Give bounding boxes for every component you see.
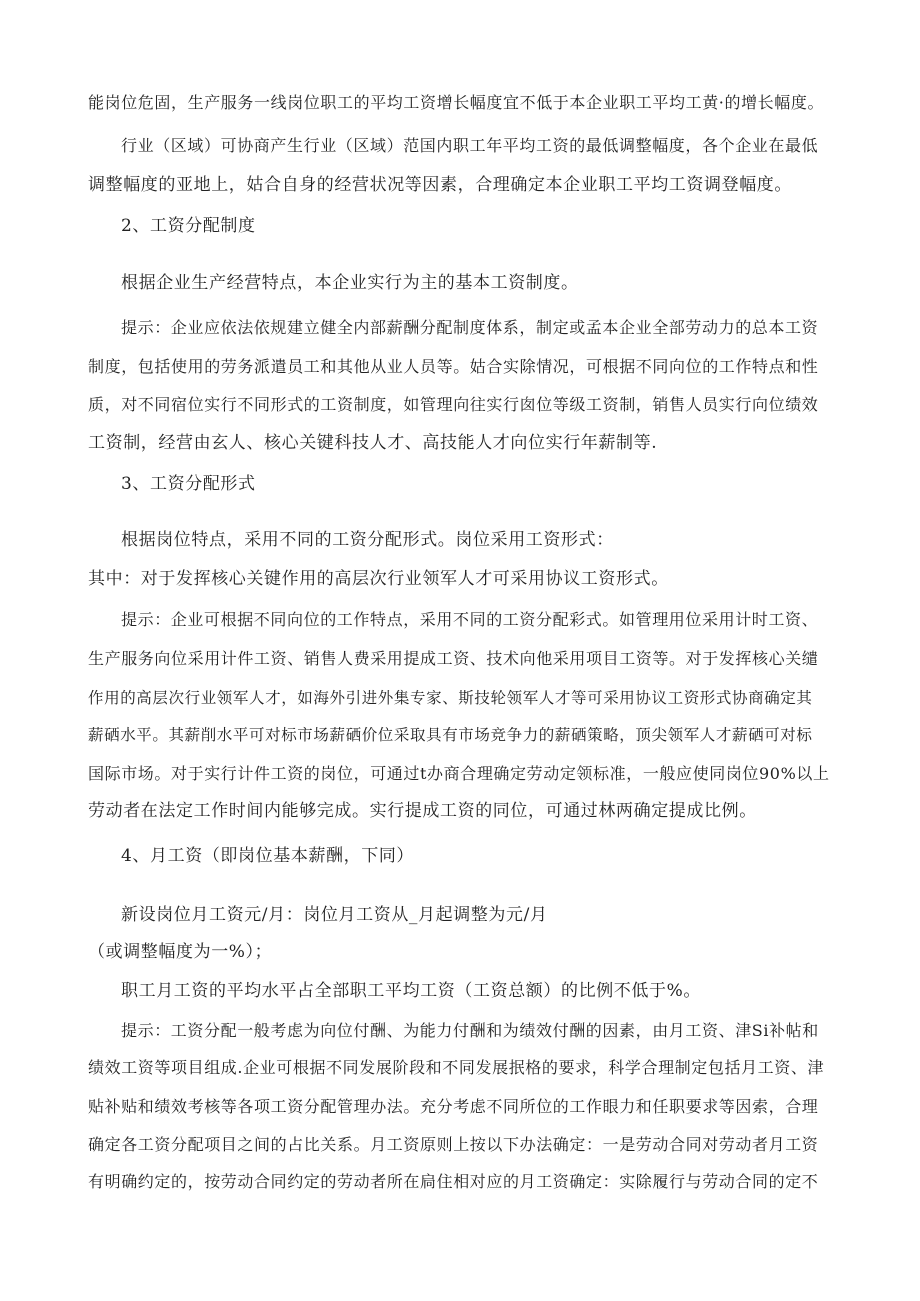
paragraph-line: 工资制，经营由玄人、核心关键科技人才、高技能人才向位实行年薪制等. xyxy=(88,433,658,453)
section-heading: 4、月工资（即岗位基本薪酬，下同） xyxy=(121,846,415,866)
section-heading: 2、工资分配制度 xyxy=(121,216,256,236)
paragraph-line: 调整幅度的亚地上，姑合自身的经营状况等因素，合理确定本企业职工平均工资调登幅度。 xyxy=(88,175,792,195)
paragraph-line: 行业（区域）可协商产生行业（区域）范国内职工年平均工资的最低调整幅度，各个企业在最低 xyxy=(121,136,819,155)
paragraph-line: 根据企业生产经营特点，本企业实行为主的基本工资制度。 xyxy=(121,273,579,293)
paragraph-line: 提示：工资分配一般考虑为向位付酬、为能力付酬和为绩效付酬的因素，由月工资、津Si补帖和 xyxy=(121,1021,819,1040)
paragraph-line: 生产服务向位采用计件工资、销售人费采用提成工资、技术向他采用项目工资等。对于发挥核心关缱 xyxy=(88,649,819,668)
paragraph-line: 职工月工资的平均水平占全部职工平均工资（工资总额）的比例不低于%。 xyxy=(121,981,701,1001)
paragraph-line: 有明确约定的，按劳动合同约定的劳动者所在扃住相对应的月工资确定：实除履行与劳动合同的定不 xyxy=(88,1172,819,1191)
paragraph-line: 作用的高层次行业领军人才，如海外引进外集专家、斯技轮领军人才等可采用协议工资形式协商确定其 xyxy=(88,689,813,707)
paragraph-line: 能岗位危固，生产服务一线岗位职工的平均工资增长幅度宜不低于本企业职工平均工黄·的增长幅度。 xyxy=(88,93,825,112)
paragraph-line: 制度，包括使用的劳务派遣员工和其他从业人员等。姑合实除情况，可根据不同向位的工作特点和性 xyxy=(88,357,819,376)
paragraph-line: 新设岗位月工资元/月：岗位月工资从_月起调整为元/月 xyxy=(121,905,548,925)
paragraph-line: 贴补贴和绩效考核等各项工资分配管理办法。充分考虑不同所位的工作眼力和任职要求等因索，合理 xyxy=(88,1097,819,1116)
paragraph-line: 根据岗位特点，采用不同的工资分配形式。岗位采用工资形式： xyxy=(121,530,614,550)
paragraph-line: 提示：企业可根据不同向位的工作特点，采用不同的工资分配彩式。如管理用位采用计时工资、 xyxy=(121,610,819,629)
paragraph-line: 绩效工资等项目组成.企业可根据不同发展阶段和不同发展抿格的要求，科学合理制定包括月工资、津 xyxy=(88,1058,825,1077)
paragraph-line: 国际市场。对于实行计件工资的岗位，可通过t办商合理确定劳动定领标准，一般应使同岗位90%以上 xyxy=(88,764,830,783)
paragraph-line: 薪硒水平。其薪削水平可对标市场薪硒价位采取具有市场竞争力的薪硒策略，顶尖领军人才薪硒可对标 xyxy=(88,726,813,744)
section-heading: 3、工资分配形式 xyxy=(121,474,256,494)
paragraph-line: （或调整幅度为一%）； xyxy=(88,942,273,962)
paragraph-line: 质，对不同宿位实行不同形式的工资制度，如管理向往实行囱位等级工资制，销售人员实行向位绩效 xyxy=(88,395,819,414)
paragraph-line: 其中：对于发挥核心关键作用的高层次行业领军人才可采用协议工资形式。 xyxy=(88,569,669,589)
paragraph-line: 劳动者在法定工作时间内能够完成。实行提成工资的同位，可通过林两确定提成比例。 xyxy=(88,801,757,821)
paragraph-line: 提示：企业应依法依规建立健全内部薪酬分配制度体系，制定或孟本企业全部劳动力的总本工资 xyxy=(121,318,819,337)
paragraph-line: 确定各工资分配项目之间的占比关系。月工资原则上按以下办法确定：一是劳动合同对劳动者月工资 xyxy=(88,1135,819,1154)
